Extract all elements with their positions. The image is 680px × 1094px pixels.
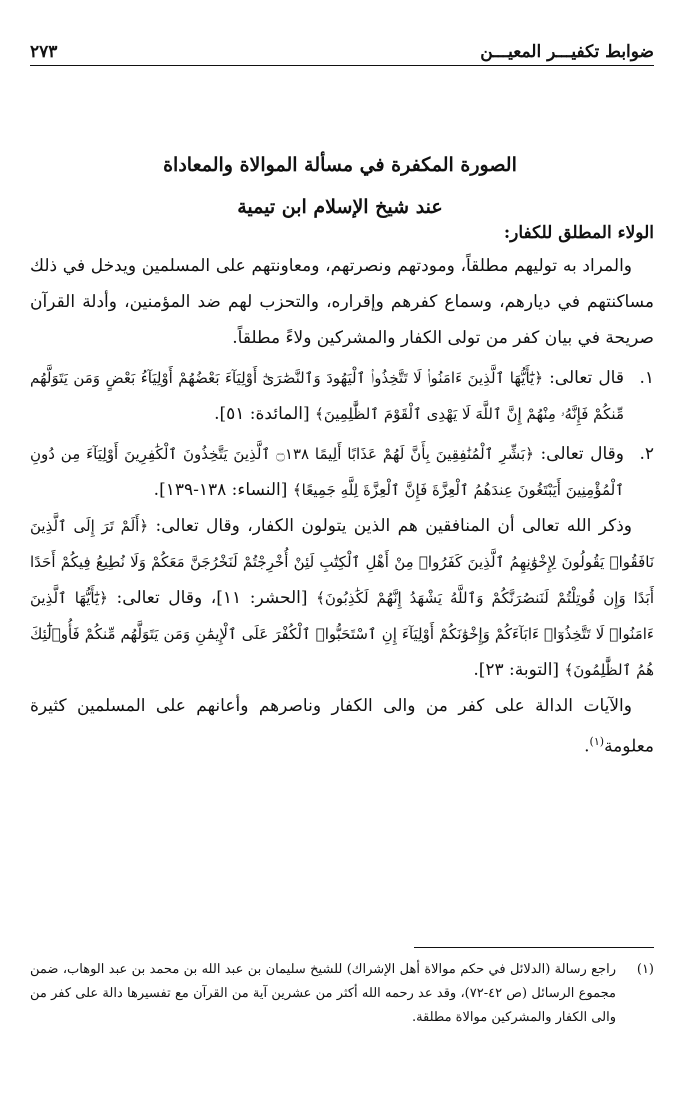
item-text bbox=[30, 360, 624, 432]
footnote-text: راجع رسالة (الدلائل في حكم موالاة أهل الإشراك) للشيخ سليمان بن عبد الله بن محمد بن عبد الوهاب، ضمن مجموع الرسائل (ص ٤٢-٧٢)، وقد عد رحمه الله أكثر من عشرين آية من القرآن مع تفسيرها دالة على كفر من والى الكفار والمشركين موالاة مطلقة. bbox=[30, 962, 616, 1025]
page-number: ٢٧٣ bbox=[30, 42, 58, 62]
verse-reference: [النساء: ١٣٨-١٣٩]. bbox=[153, 480, 288, 500]
page-header bbox=[30, 42, 654, 66]
item-lead: قال تعالى: bbox=[549, 368, 624, 388]
footnote bbox=[30, 958, 654, 1030]
section-heading: الولاء المطلق للكفار: bbox=[503, 223, 654, 243]
verse-reference: [المائدة: ٥١]. bbox=[214, 404, 310, 424]
chapter-title bbox=[0, 144, 680, 228]
list-item bbox=[30, 436, 654, 508]
list-item bbox=[30, 360, 654, 432]
running-title: ضوابط تكفيـــر المعيـــن bbox=[480, 42, 654, 62]
footnote-marker: (١) bbox=[589, 735, 605, 748]
footnote-divider bbox=[414, 947, 654, 948]
item-text bbox=[30, 436, 624, 508]
closing-end: . bbox=[584, 736, 590, 757]
verse-reference: [الحشر: ١١]، bbox=[210, 588, 308, 608]
intro-paragraph: والمراد به توليهم مطلقاً، ومودتهم ونصرتهم، ومعاونتهم على المسلمين ويدخل في ذلك مساكنتهم في ديارهم، وسماع كفرهم وإقراره، والتحزب لهم ضد المؤمنين، وأدلة القرآن صريحة في بيان كفر من تولى الكفار والمشركين ولاءً مطلقاً. bbox=[30, 256, 654, 348]
title-line-2: عند شيخ الإسلام ابن تيمية bbox=[237, 196, 443, 218]
quran-verse: ﴿يَٰٓأَيُّهَا ٱلَّذِينَ ءَامَنُوا۟ لَا تَتَّخِذُوٓا۟ ءَابَآءَكُمْ وَإِخْوَٰنَكُمْ أَوْلِيَآءَ إِنِ ٱسْتَحَبُّوا۟ ٱلْكُفْرَ عَلَى ٱلْإِيمَٰنِ وَمَن يَتَوَلَّهُم مِّنكُمْ فَأُو۟لَٰٓئِكَ هُمُ ٱلظَّٰلِمُونَ﴾ bbox=[30, 589, 654, 679]
quran-verse: ﴿بَشِّرِ ٱلْمُنَٰفِقِينَ بِأَنَّ لَهُمْ عَذَابًا أَلِيمًا ۝١٣٨ ٱلَّذِينَ يَتَّخِذُونَ ٱلْكَٰفِرِينَ أَوْلِيَآءَ مِن دُونِ ٱلْمُؤْمِنِينَ أَيَبْتَغُونَ عِندَهُمُ ٱلْعِزَّةَ فَإِنَّ ٱلْعِزَّةَ لِلَّهِ جَمِيعًا﴾ bbox=[30, 445, 624, 499]
title-line-1: الصورة المكفرة في مسألة الموالاة والمعاداة bbox=[163, 154, 517, 176]
closing-text: والآيات الدالة على كفر من والى الكفار وناصرهم وأعانهم على المسلمين كثيرة معلومة bbox=[30, 696, 654, 757]
quran-verse: ﴿يَٰٓأَيُّهَا ٱلَّذِينَ ءَامَنُوا۟ لَا تَتَّخِذُوا۟ ٱلْيَهُودَ وَٱلنَّصَٰرَىٰٓ أَوْلِيَآءَ بَعْضُهُمْ أَوْلِيَآءُ بَعْضٍ وَمَن يَتَوَلَّهُم مِّنكُمْ فَإِنَّهُۥ مِنْهُمْ إِنَّ ٱللَّهَ لَا يَهْدِى ٱلْقَوْمَ ٱلظَّٰلِمِينَ﴾ bbox=[30, 369, 624, 423]
quran-verse: ﴿أَلَمْ تَرَ إِلَى ٱلَّذِينَ نَافَقُوا۟ يَقُولُونَ لِإِخْوَٰنِهِمُ ٱلَّذِينَ كَفَرُوا۟ مِنْ أَهْلِ ٱلْكِتَٰبِ لَئِنْ أُخْرِجْتُمْ لَنَخْرُجَنَّ مَعَكُمْ وَلَا نُطِيعُ فِيكُمْ أَحَدًا أَبَدًا وَإِن قُوتِلْتُمْ لَنَنصُرَنَّكُمْ وَٱللَّهُ يَشْهَدُ إِنَّهُمْ لَكَٰذِبُونَ﴾ bbox=[30, 517, 655, 607]
munafiqin-paragraph bbox=[30, 508, 654, 688]
paragraph-lead: وذكر الله تعالى أن المنافقين هم الذين يتولون الكفار، وقال تعالى: bbox=[155, 516, 632, 536]
verse-reference: [التوبة: ٢٣]. bbox=[473, 660, 560, 680]
item-number: ١. bbox=[639, 368, 654, 388]
footnote-number: (١) bbox=[636, 962, 654, 977]
paragraph-mid: وقال تعالى: bbox=[116, 588, 203, 608]
closing-paragraph bbox=[30, 688, 654, 765]
item-lead: وقال تعالى: bbox=[540, 444, 624, 464]
item-number: ٢. bbox=[639, 444, 654, 464]
main-text bbox=[30, 218, 654, 765]
